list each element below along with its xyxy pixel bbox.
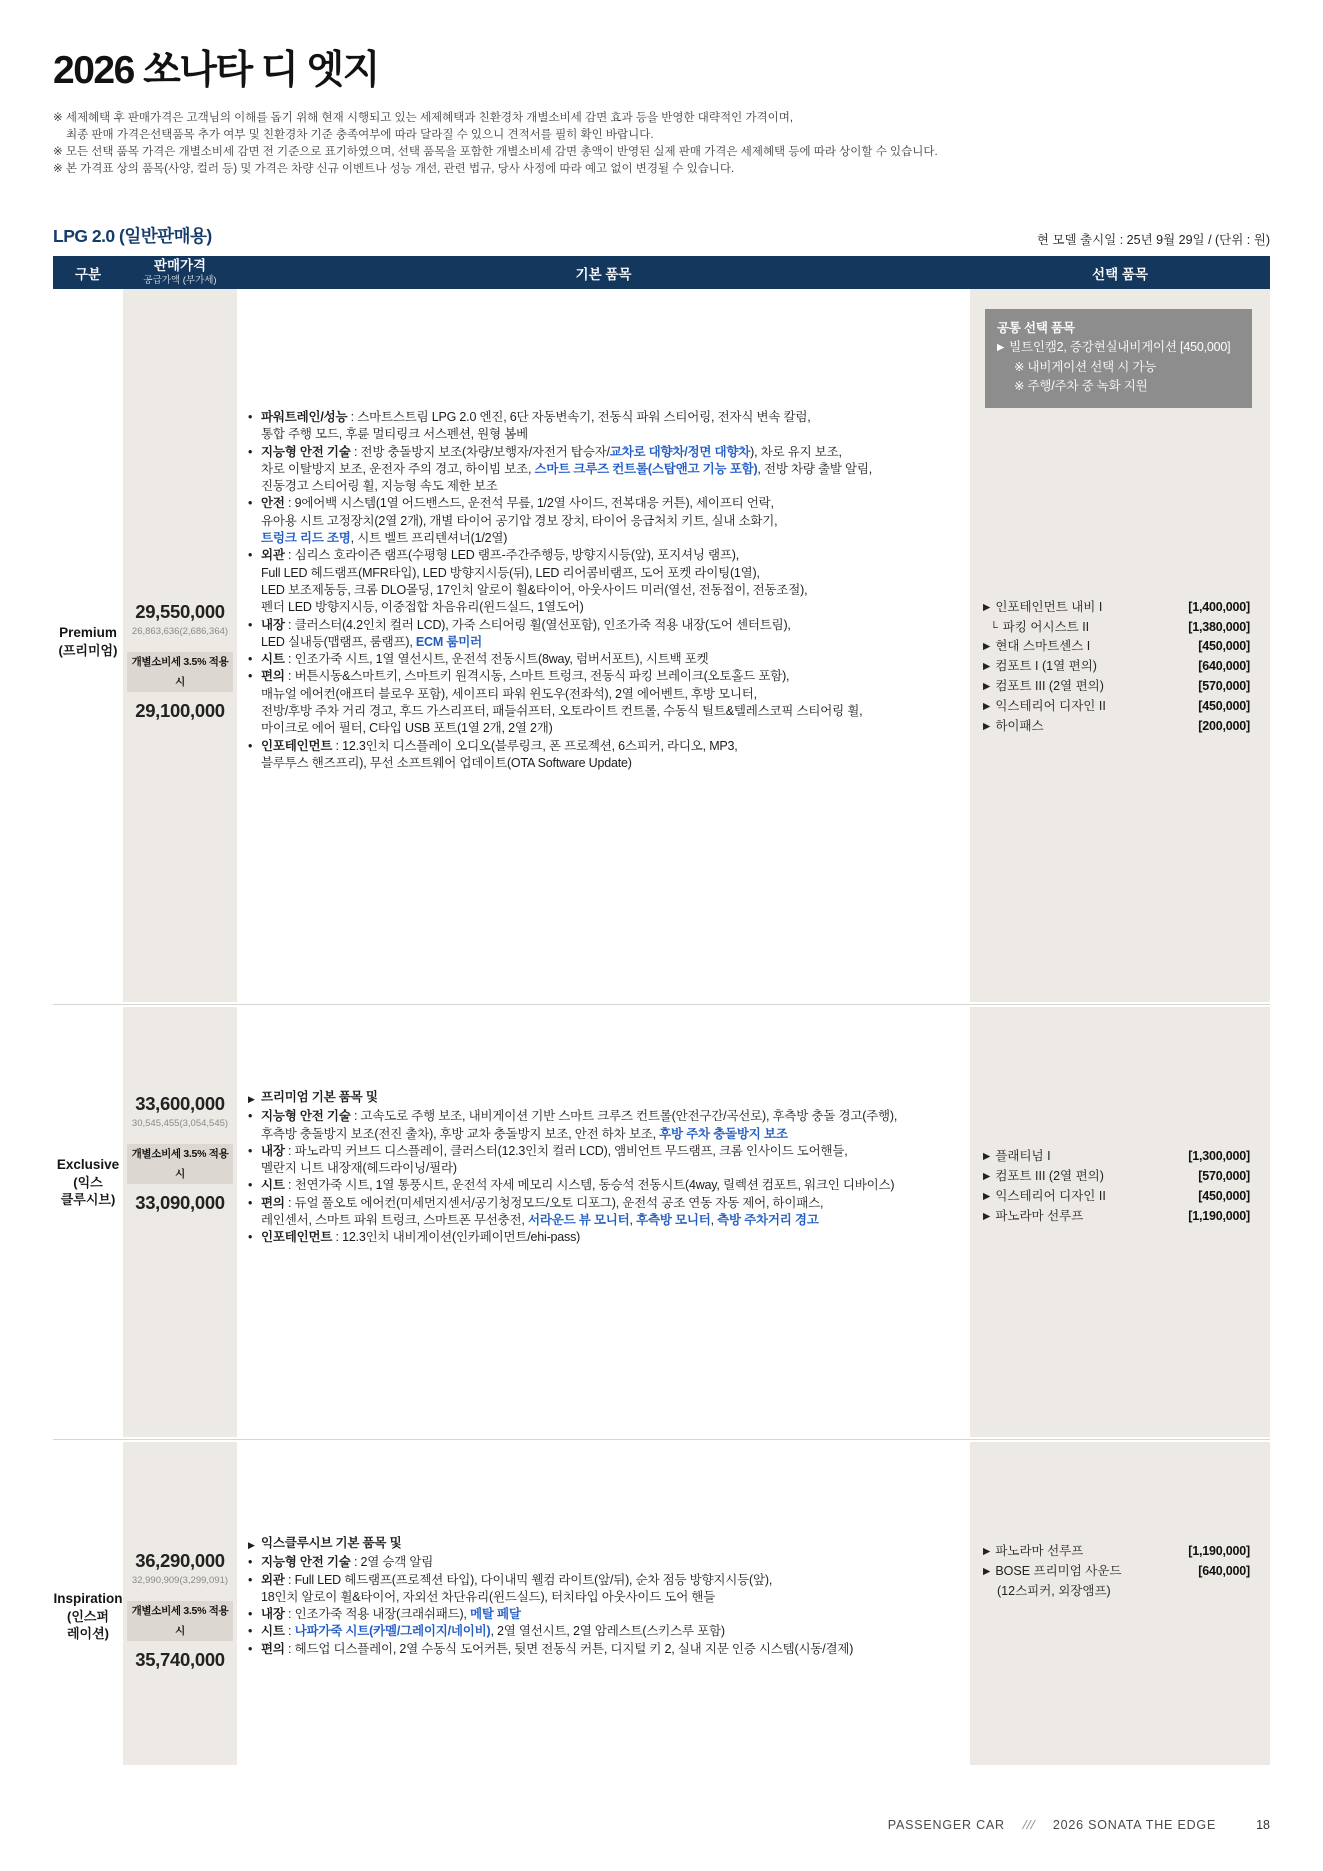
trim-row-exclusive xyxy=(53,1007,1270,1437)
base-items-cell xyxy=(237,1007,970,1437)
triangle-bullet-icon: ▶ xyxy=(997,342,1005,353)
feature-text: 18인치 알로이 휠&타이어, 자외선 차단유리(윈드실드), 터치타입 아웃사이드 도어 핸들 xyxy=(261,1589,716,1604)
table-header-price-sub: 공급가액 (부가세) xyxy=(143,274,217,286)
price-table-rows xyxy=(53,289,1270,1765)
triangle-bullet-icon: ▶ xyxy=(248,1094,255,1104)
options-list xyxy=(970,598,1270,737)
feature-line xyxy=(248,703,964,720)
feature-line xyxy=(248,1589,964,1606)
indent-spacer xyxy=(248,478,261,495)
discounted-price: 29,100,000 xyxy=(135,700,225,721)
option-label: └ 파킹 어시스트 II xyxy=(990,620,1090,634)
supply-price: 26,863,636(2,686,364) xyxy=(131,626,229,637)
dot-bullet-icon: • xyxy=(248,652,253,667)
feature-line xyxy=(248,634,964,651)
feature-text: 편의 : 듀얼 풀오토 에어컨(미세먼지센서/공기청정모드/오토 디포그), 운전석 공조 연동 자동 제어, 하이패스, xyxy=(261,1195,824,1210)
feature-text: 내장 : 파노라믹 커브드 디스플레이, 클러스터(12.3인치 컬러 LCD), 앰비언트 무드램프, 크롬 인사이드 도어핸들, xyxy=(261,1143,848,1158)
option-price: [1,400,000] xyxy=(1188,600,1250,614)
dot-bullet-icon: • xyxy=(248,496,253,511)
tax-discount-badge: 개별소비세 3.5% 적용 시 xyxy=(127,1144,233,1184)
footer-model-label: 2026 SONATA THE EDGE xyxy=(1052,1818,1217,1832)
feature-text: 지능형 안전 기술 : 2열 승객 알림 xyxy=(261,1555,434,1570)
tax-discount-badge: 개별소비세 3.5% 적용 시 xyxy=(127,1601,233,1641)
trim-name-ko: 클루시브) xyxy=(60,1192,116,1207)
indent-spacer xyxy=(248,1589,261,1606)
page-footer xyxy=(888,1818,1270,1832)
feature-text: 레인센서, 스마트 파워 트렁크, 스마트폰 무선충전, 서라운드 뷰 모니터, 후측방 모니터, 측방 주차거리 경고 xyxy=(261,1213,819,1228)
trim-name-en: Inspiration xyxy=(53,1591,123,1606)
feature-text: 외관 : Full LED 헤드램프(프로젝션 타입), 다이내믹 웰컴 라이트(앞/뒤), 순차 점등 방향지시등(앞), xyxy=(261,1572,773,1587)
common-options-box xyxy=(985,309,1252,408)
disclaimer-line: ※ 세제혜택 후 판매가격은 고객님의 이해를 돕기 위해 현재 시행되고 있는 세제혜택과 친환경차 개별소비세 감면 효과 등을 반영한 대략적인 가격이며, xyxy=(53,112,794,124)
optional-items-cell xyxy=(970,289,1270,1002)
dot-bullet-icon: • xyxy=(248,1178,253,1193)
feature-line xyxy=(248,686,964,703)
dot-bullet-icon: • xyxy=(248,669,253,684)
option-label: ▶ 파노라마 선루프 xyxy=(983,1544,1084,1558)
option-item xyxy=(970,1542,1270,1562)
retail-price: 29,550,000 xyxy=(135,601,225,622)
feature-text: LED 보조제동등, 크롬 DLO몰딩, 17인치 알로이 휠&타이어, 아웃사이드 미러(열선, 전동접이, 전동조절), xyxy=(261,582,808,597)
indent-spacer xyxy=(248,686,261,703)
feature-line xyxy=(248,1108,964,1125)
trim-name-ko: 레이션) xyxy=(66,1626,109,1641)
feature-text: 파워트레인/성능 : 스마트스트림 LPG 2.0 엔진, 6단 자동변속기, 전동식 파워 스티어링, 전자식 변속 칼럼, xyxy=(261,410,811,424)
option-price: [1,380,000] xyxy=(1188,620,1250,634)
dot-bullet-icon: • xyxy=(248,1624,253,1639)
dot-bullet-icon: • xyxy=(248,738,253,753)
feature-text: 시트 : 인조가죽 시트, 1열 열선시트, 운전석 전동시트(8way, 럼버서포트), 시트백 포켓 xyxy=(261,652,709,667)
option-label: ▶ 컴포트 III (2열 편의) xyxy=(983,1169,1104,1183)
dot-bullet-icon: • xyxy=(248,1607,253,1622)
triangle-bullet-icon: ▶ xyxy=(983,1171,991,1182)
trim-name-ko: (익스 xyxy=(73,1175,103,1190)
option-price: [450,000] xyxy=(1198,639,1250,653)
section-header xyxy=(53,222,1270,248)
common-option-label: 빌트인캠2, 증강현실내비게이션 [450,000] xyxy=(1009,340,1231,354)
option-price: [640,000] xyxy=(1198,1564,1250,1578)
feature-line xyxy=(248,1143,964,1160)
option-item xyxy=(970,1562,1270,1582)
triangle-bullet-icon: ▶ xyxy=(983,1151,991,1162)
dot-bullet-icon: • xyxy=(248,1143,253,1158)
feature-line xyxy=(248,1160,964,1177)
feature-line xyxy=(248,461,964,478)
option-label: ▶ 익스테리어 디자인 II xyxy=(983,699,1106,713)
feature-line xyxy=(248,755,964,772)
feature-text: 전방/후방 주차 거리 경고, 후드 가스리프터, 패들쉬프터, 오토라이트 컨트롤, 수동식 틸트&텔레스코픽 스티어링 휠, xyxy=(261,704,863,719)
discounted-price: 35,740,000 xyxy=(135,1649,225,1670)
indent-spacer xyxy=(248,703,261,720)
base-items-cell xyxy=(237,1442,970,1765)
indent-spacer xyxy=(248,720,261,737)
release-date: 현 모델 출시일 : 25년 9월 29일 / (단위 : 원) xyxy=(1036,233,1270,247)
feature-line xyxy=(248,565,964,582)
dot-bullet-icon: • xyxy=(248,444,253,459)
trim-row-premium xyxy=(53,289,1270,1002)
feature-line xyxy=(248,547,964,564)
feature-text: 차로 이탈방지 보조, 운전자 주의 경고, 하이빔 보조, 스마트 크루즈 컨트롤(스탑앤고 기능 포함), 전방 차량 출발 알림, xyxy=(261,461,873,476)
triangle-bullet-icon: ▶ xyxy=(983,1211,991,1222)
indent-spacer xyxy=(248,1126,261,1143)
common-option-note: ※ 내비게이션 선택 시 가능 xyxy=(1014,360,1157,374)
table-header-optional-items: 선택 품목 xyxy=(1092,266,1148,282)
feature-text: 외관 : 심리스 호라이즌 램프(수평형 LED 램프-주간주행등, 방향지시등(앞), 포지셔닝 램프), xyxy=(261,548,739,563)
option-item xyxy=(970,697,1270,717)
option-price: [1,190,000] xyxy=(1188,1209,1250,1223)
feature-line xyxy=(248,513,964,530)
indent-spacer xyxy=(248,530,261,547)
indent-spacer xyxy=(248,755,261,772)
option-item xyxy=(970,637,1270,657)
feature-text: 인포테인먼트 : 12.3인치 디스플레이 오디오(블루링크, 폰 프로젝션, 6스피커, 라디오, MP3, xyxy=(261,738,738,753)
indent-spacer xyxy=(248,513,261,530)
feature-text: 편의 : 버튼시동&스마트키, 스마트키 원격시동, 스마트 트렁크, 전동식 파킹 브레이크(오토홀드 포함), xyxy=(261,669,790,684)
option-item xyxy=(970,598,1270,618)
dot-bullet-icon: • xyxy=(248,1195,253,1210)
option-item xyxy=(970,1582,1270,1600)
common-options-title: 공통 선택 품목 xyxy=(997,321,1075,335)
dot-bullet-icon: • xyxy=(248,1572,253,1587)
feature-text: 유아용 시트 고정장치(2열 2개), 개별 타이어 공기압 경보 장치, 타이어 응급처치 키트, 실내 소화기, xyxy=(261,513,778,528)
feature-line xyxy=(248,409,964,426)
trim-name-ko: (프리미엄) xyxy=(58,643,118,658)
feature-line xyxy=(248,1554,964,1571)
feature-text: 진동경고 스티어링 휠, 지능형 속도 제한 보조 xyxy=(261,479,498,494)
disclaimer-line: 최종 판매 가격은선택품목 추가 여부 및 친환경차 기준 충족여부에 따라 달라질 수 있으니 견적서를 필히 확인 바랍니다. xyxy=(66,129,654,141)
option-price: [450,000] xyxy=(1198,1189,1250,1203)
feature-text: 시트 : 나파가죽 시트(카멜/그레이지/네이비), 2열 열선시트, 2열 암레스트(스키스루 포함) xyxy=(261,1624,725,1639)
option-item xyxy=(970,1147,1270,1167)
feature-line xyxy=(248,530,964,547)
option-label: ▶ BOSE 프리미엄 사운드 xyxy=(983,1564,1122,1578)
triangle-bullet-icon: ▶ xyxy=(983,1191,991,1202)
indent-spacer xyxy=(248,634,261,651)
option-price: [1,190,000] xyxy=(1188,1544,1250,1558)
feature-line xyxy=(248,1606,964,1623)
triangle-bullet-icon: ▶ xyxy=(983,641,991,652)
feature-line xyxy=(248,1195,964,1212)
feature-line xyxy=(248,1572,964,1589)
feature-text: 후측방 충돌방지 보조(전진 출차), 후방 교차 충돌방지 보조, 안전 하차 보조, 후방 주차 충돌방지 보조 xyxy=(261,1126,788,1141)
option-item xyxy=(970,1187,1270,1207)
feature-line xyxy=(248,444,964,461)
feature-text: 내장 : 인조가죽 적용 내장(크래쉬패드), 메탈 페달 xyxy=(261,1607,521,1622)
feature-line xyxy=(248,668,964,685)
feature-text: 인포테인먼트 : 12.3인치 내비게이션(인카페이먼트/ehi-pass) xyxy=(261,1230,581,1245)
triangle-bullet-icon: ▶ xyxy=(983,721,991,732)
option-item xyxy=(970,618,1270,637)
feature-line xyxy=(248,582,964,599)
trim-cell xyxy=(53,1442,123,1765)
table-header-category: 구분 xyxy=(74,266,102,282)
triangle-bullet-icon: ▶ xyxy=(983,701,991,712)
options-list xyxy=(970,1542,1270,1600)
option-label: ▶ 익스테리어 디자인 II xyxy=(983,1189,1106,1203)
page-title: 2026 쏘나타 디 엣지 xyxy=(53,49,379,92)
retail-price: 33,600,000 xyxy=(135,1093,225,1114)
trim-name-en: Premium xyxy=(59,625,117,640)
price-cell xyxy=(123,1442,237,1765)
option-item xyxy=(970,1207,1270,1227)
footer-slashes-icon: /// xyxy=(1021,1818,1037,1832)
option-item xyxy=(970,657,1270,677)
feature-line xyxy=(248,1535,964,1554)
table-header xyxy=(53,256,1270,289)
option-item xyxy=(970,677,1270,697)
feature-text: 통합 주행 모드, 후륜 멀티링크 서스펜션, 원형 봄베 xyxy=(261,427,528,442)
trim-name-en: Exclusive xyxy=(56,1157,120,1172)
discounted-price: 33,090,000 xyxy=(135,1192,225,1213)
common-option-item xyxy=(997,338,1240,358)
option-label: ▶ 컴포트 III (2열 편의) xyxy=(983,679,1104,693)
option-price: [200,000] xyxy=(1198,719,1250,733)
trim-cell xyxy=(53,1007,123,1437)
optional-items-cell xyxy=(970,1007,1270,1437)
feature-line xyxy=(248,1177,964,1194)
feature-text: 프리미엄 기본 품목 및 xyxy=(261,1090,378,1104)
feature-text: 펜더 LED 방향지시등, 이중접합 차음유리(윈드실드, 1열도어) xyxy=(261,600,584,615)
option-label: ▶ 플래티넘 I xyxy=(983,1149,1051,1163)
feature-text: 트렁크 리드 조명, 시트 벨트 프리텐셔너(1/2열) xyxy=(261,531,508,546)
feature-text: 편의 : 헤드업 디스플레이, 2열 수동식 도어커튼, 뒷면 전동식 커튼, 디지털 키 2, 실내 지문 인증 시스템(시동/결제) xyxy=(261,1641,854,1656)
footer-category-label: PASSENGER CAR xyxy=(887,1818,1005,1832)
feature-text: 멜란지 니트 내장재(헤드라이닝/필라) xyxy=(261,1161,457,1176)
triangle-bullet-icon: ▶ xyxy=(983,681,991,692)
option-price: [1,300,000] xyxy=(1188,1149,1250,1163)
feature-text: 매뉴얼 에어컨(애프터 블로우 포함), 세이프티 파워 윈도우(전좌석), 2열 에어벤트, 후방 모니터, xyxy=(261,686,757,701)
feature-line xyxy=(248,1089,964,1108)
supply-price: 30,545,455(3,054,545) xyxy=(131,1118,229,1129)
feature-line xyxy=(248,426,964,443)
dot-bullet-icon: • xyxy=(248,617,253,632)
disclaimer-block xyxy=(53,110,1270,178)
option-label: (12스피커, 외장앰프) xyxy=(997,1584,1111,1598)
indent-spacer xyxy=(248,565,261,582)
feature-line xyxy=(248,738,964,755)
option-label: ▶ 현대 스마트센스 I xyxy=(983,639,1091,653)
feature-line xyxy=(248,651,964,668)
triangle-bullet-icon: ▶ xyxy=(983,1546,991,1557)
option-item xyxy=(970,1167,1270,1187)
feature-line xyxy=(248,495,964,512)
retail-price: 36,290,000 xyxy=(135,1550,225,1571)
dot-bullet-icon: • xyxy=(248,410,253,424)
feature-text: 내장 : 클러스터(4.2인치 컬러 LCD), 가죽 스티어링 휠(열선포함), 인조가죽 적용 내장(도어 센터트림), xyxy=(261,617,791,632)
section-title: LPG 2.0 (일반판매용) xyxy=(53,226,212,246)
option-price: [570,000] xyxy=(1198,1169,1250,1183)
option-label: ▶ 파노라마 선루프 xyxy=(983,1209,1084,1223)
dot-bullet-icon: • xyxy=(248,1230,253,1245)
dot-bullet-icon: • xyxy=(248,1555,253,1570)
price-cell xyxy=(123,1007,237,1437)
optional-items-cell xyxy=(970,1442,1270,1765)
feature-line xyxy=(248,599,964,616)
feature-text: 안전 : 9에어백 시스템(1열 어드밴스드, 운전석 무릎, 1/2열 사이드, 전복대응 커튼), 세이프티 언락, xyxy=(261,496,774,511)
disclaimer-line: ※ 본 가격표 상의 품목(사양, 컬러 등) 및 가격은 차량 신규 이벤트나 성능 개선, 관련 법규, 당사 사정에 따라 예고 없이 변경될 수 있습니다. xyxy=(53,163,735,175)
triangle-bullet-icon: ▶ xyxy=(248,1540,255,1550)
indent-spacer xyxy=(248,582,261,599)
dot-bullet-icon: • xyxy=(248,1109,253,1124)
option-price: [640,000] xyxy=(1198,659,1250,673)
option-price: [570,000] xyxy=(1198,679,1250,693)
feature-text: 지능형 안전 기술 : 전방 충돌방지 보조(차량/보행자/자전거 탑승자/교차로 대향차/정면 대향차), 차로 유지 보조, xyxy=(261,444,842,459)
option-price: [450,000] xyxy=(1198,699,1250,713)
tax-discount-badge: 개별소비세 3.5% 적용 시 xyxy=(127,652,233,692)
feature-text: 시트 : 천연가죽 시트, 1열 통풍시트, 운전석 자세 메모리 시스템, 동승석 전동시트(4way, 릴렉션 컴포트, 워크인 디바이스) xyxy=(261,1178,895,1193)
feature-line xyxy=(248,1212,964,1229)
feature-line xyxy=(248,617,964,634)
feature-text: 지능형 안전 기술 : 고속도로 주행 보조, 내비게이션 기반 스마트 크루즈 컨트롤(안전구간/곡선로), 후측방 충돌 경고(주행), xyxy=(261,1109,898,1124)
dot-bullet-icon: • xyxy=(248,1641,253,1656)
indent-spacer xyxy=(248,1212,261,1229)
dot-bullet-icon: • xyxy=(248,548,253,563)
indent-spacer xyxy=(248,1160,261,1177)
footer-page-number: 18 xyxy=(1256,1818,1270,1832)
feature-text: Full LED 헤드램프(MFR타입), LED 방향지시등(뒤), LED 리어콤비램프, 도어 포켓 라이팅(1열), xyxy=(261,565,760,580)
triangle-bullet-icon: ▶ xyxy=(983,661,991,672)
option-item xyxy=(970,717,1270,737)
table-header-base-items: 기본 품목 xyxy=(575,266,632,282)
feature-text: 블루투스 핸즈프리), 무선 소프트웨어 업데이트(OTA Software Update) xyxy=(261,755,632,770)
triangle-bullet-icon: ▶ xyxy=(983,602,991,613)
feature-line xyxy=(248,720,964,737)
table-header-price xyxy=(123,259,237,287)
indent-spacer xyxy=(248,461,261,478)
option-label: ▶ 컴포트 I (1열 편의) xyxy=(983,659,1097,673)
triangle-bullet-icon: ▶ xyxy=(983,1566,991,1577)
table-header-price-main: 판매가격 xyxy=(153,257,207,273)
trim-name-ko: (인스퍼 xyxy=(66,1609,109,1624)
feature-text: 익스클루시브 기본 품목 및 xyxy=(261,1536,402,1550)
feature-line xyxy=(248,1229,964,1246)
supply-price: 32,990,909(3,299,091) xyxy=(131,1575,229,1586)
option-label: ▶ 하이패스 xyxy=(983,719,1044,733)
feature-text: 마이크로 에어 필터, C타입 USB 포트(1열 2개, 2열 2개) xyxy=(261,721,553,736)
disclaimer-line: ※ 모든 선택 품목 가격은 개별소비세 감면 전 기준으로 표기하였으며, 선택 품목을 포함한 개별소비세 감면 총액이 반영된 실제 판매 가격은 세제혜택 등에 따라 상이할 수 있습니다. xyxy=(53,146,938,158)
trim-cell xyxy=(53,289,123,1002)
option-label: ▶ 인포테인먼트 내비 I xyxy=(983,600,1103,614)
feature-text: LED 실내등(맵램프, 룸램프), ECM 룸미러 xyxy=(261,634,482,649)
indent-spacer xyxy=(248,426,261,443)
base-items-cell xyxy=(237,289,970,1002)
feature-line xyxy=(248,1641,964,1658)
feature-line xyxy=(248,478,964,495)
feature-line xyxy=(248,1623,964,1640)
feature-line xyxy=(248,1126,964,1143)
options-list xyxy=(970,1147,1270,1227)
indent-spacer xyxy=(248,599,261,616)
price-cell xyxy=(123,289,237,1002)
sub-option-icon: └ xyxy=(990,622,998,634)
trim-row-inspiration xyxy=(53,1442,1270,1765)
common-option-note: ※ 주행/주차 중 녹화 지원 xyxy=(1014,379,1148,393)
